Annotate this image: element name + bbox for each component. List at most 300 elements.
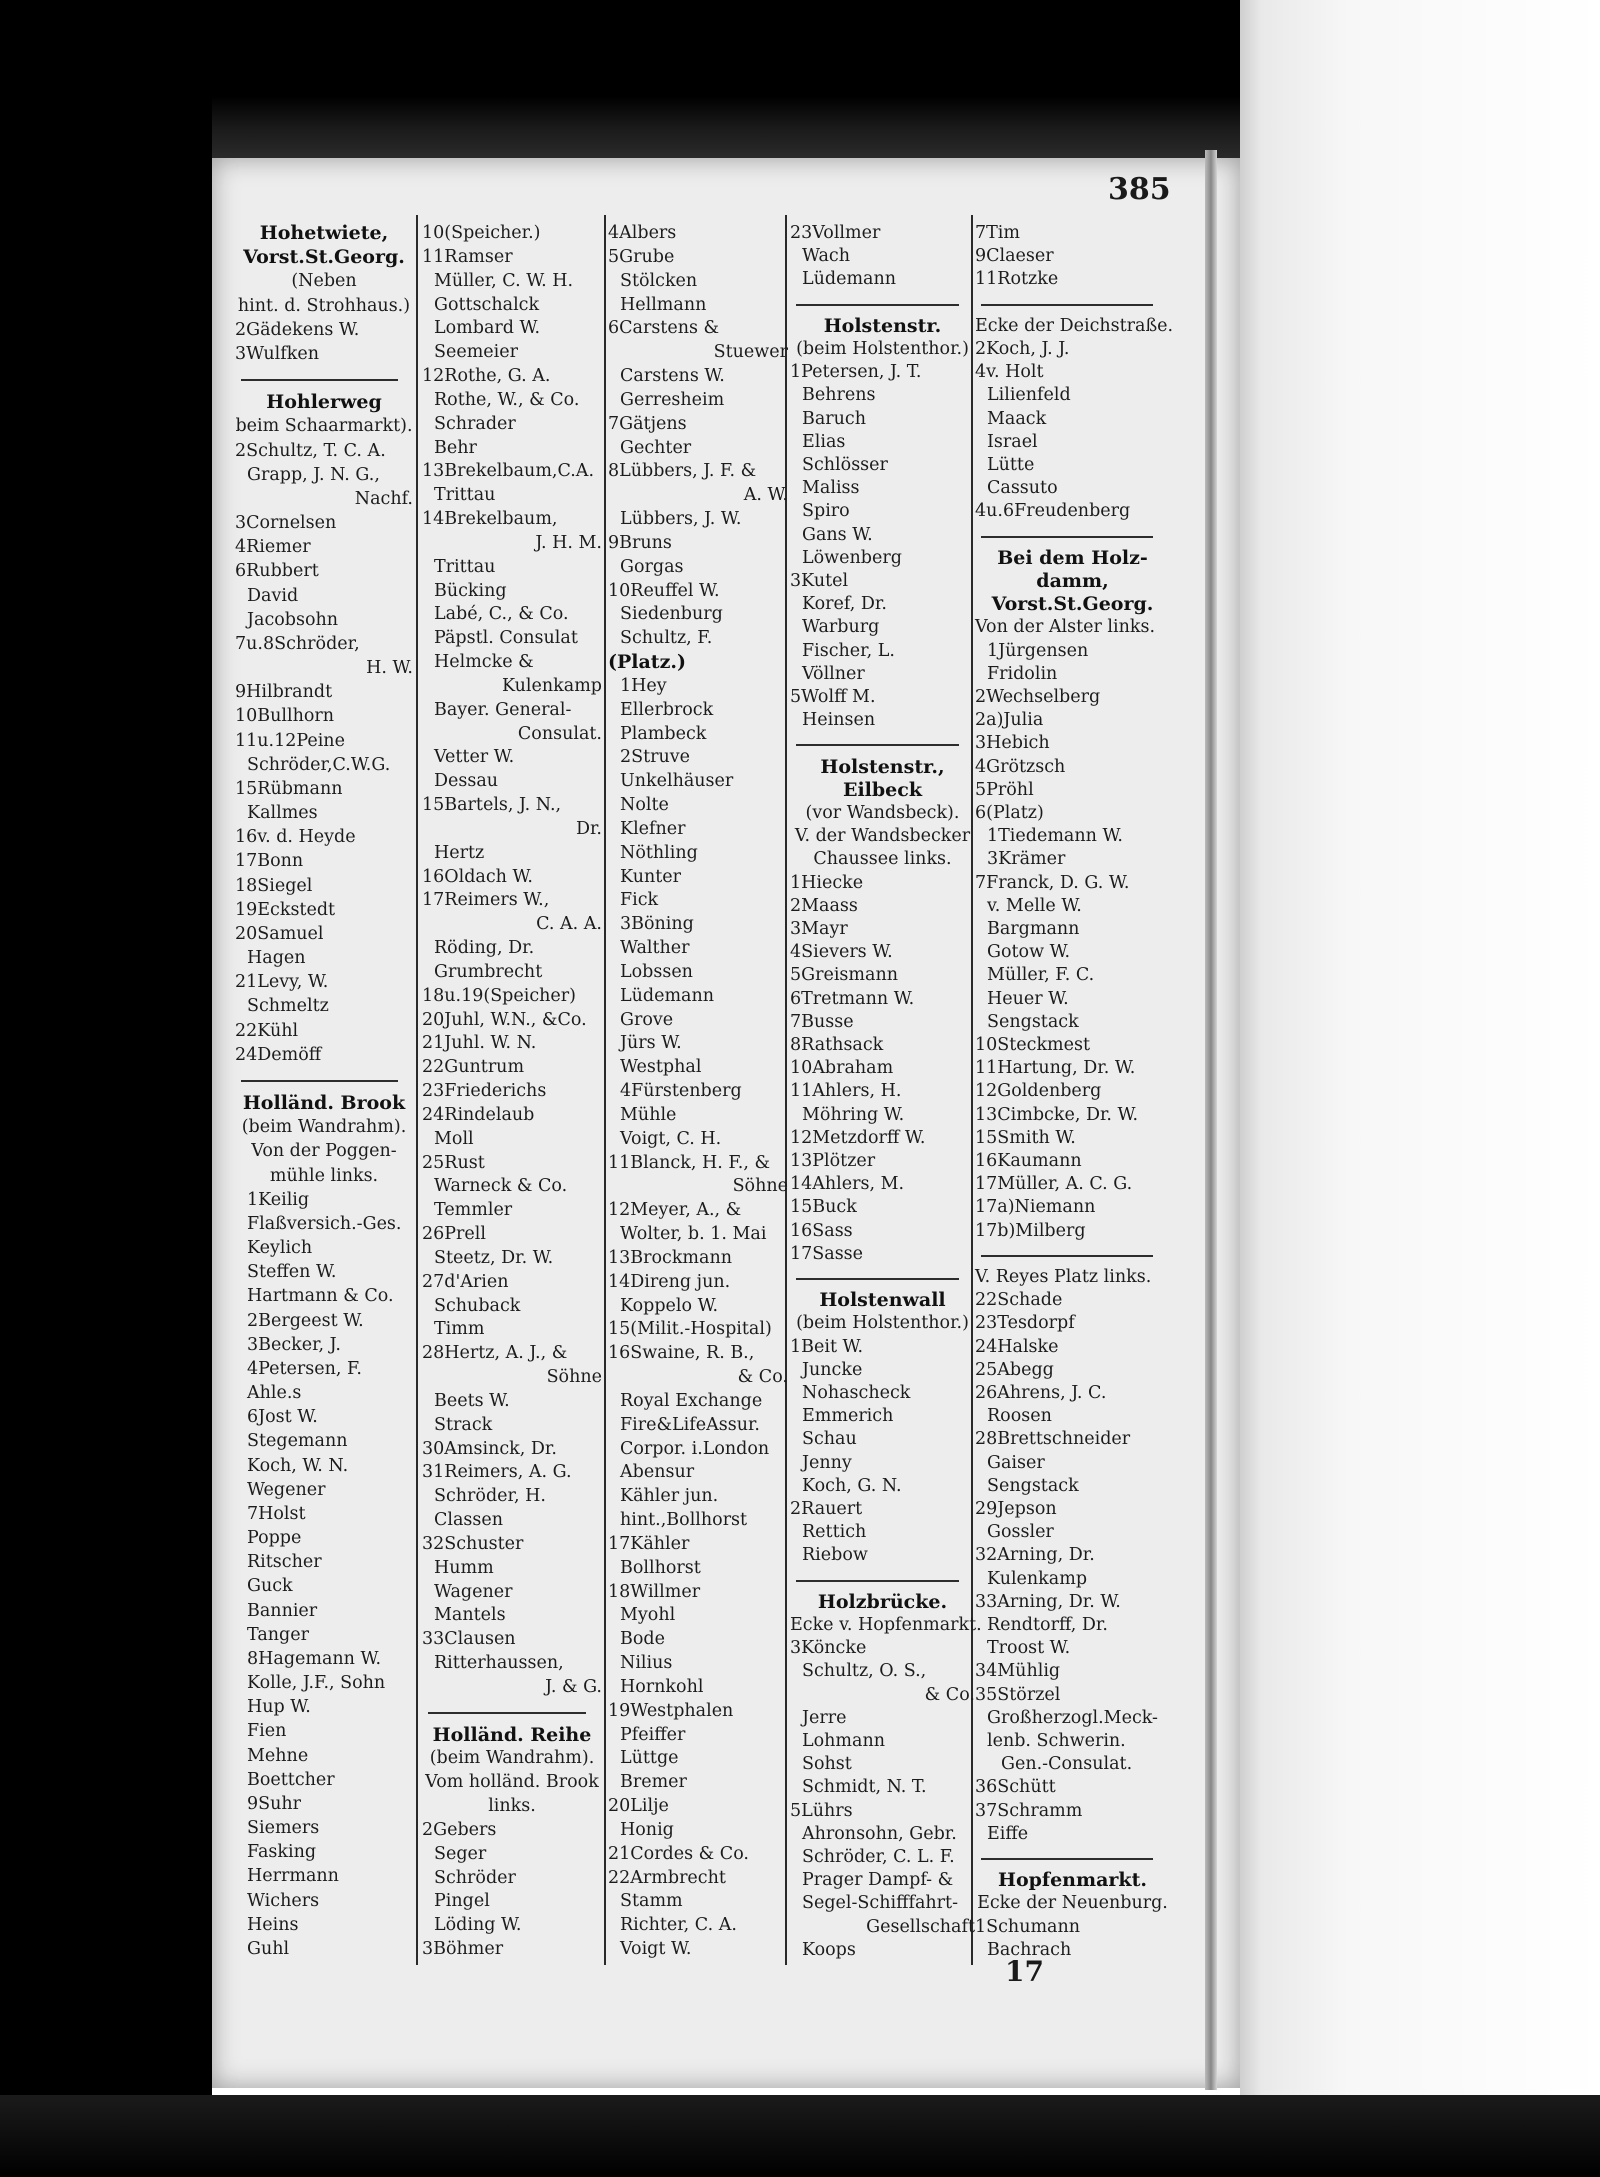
directory-entry: Honig [620,1820,674,1840]
directory-entry: Schau [802,1429,857,1449]
directory-entry: Fridolin [987,664,1058,684]
directory-entry: Israel [987,432,1038,452]
directory-entry: 15Bartels, J. N., [422,795,562,815]
directory-entry: 11Ramser [422,247,513,267]
directory-entry: Bachrach [987,1940,1072,1960]
directory-entry: Ritterhaussen, [434,1653,564,1673]
directory-entry: C. A. A. [536,914,602,934]
directory-entry: Nachf. [354,489,413,509]
directory-entry: Hagen [247,948,306,968]
directory-entry: 29Jepson [975,1499,1057,1519]
directory-entry: 32Schuster [422,1534,524,1554]
directory-entry: Gossler [987,1522,1054,1542]
directory-entry: 22Kühl [235,1021,299,1041]
directory-entry: Gen.-Consulat. [1001,1754,1133,1774]
directory-entry: 11u.12Peine [235,731,345,751]
directory-entry: 9Hilbrandt [235,682,333,702]
directory-entry: 22Guntrum [422,1057,525,1077]
directory-entry: Gans W. [802,525,873,545]
street-heading: Holstenstr., [820,756,945,778]
directory-entry: 36Schütt [975,1777,1056,1797]
column-rule [604,215,606,1965]
directory-entry: Dessau [434,771,499,791]
street-heading: Holländ. Brook [242,1092,406,1114]
directory-entry: Spiro [802,501,850,521]
directory-entry: 7Busse [790,1012,854,1032]
directory-entry: Herrmann [247,1866,339,1886]
directory-entry: Maliss [802,478,860,498]
directory-entry: Gottschalck [434,295,540,315]
directory-entry: & Co. [924,1685,975,1705]
directory-column-2 [422,222,602,1962]
directory-entry: 11Rotzke [975,269,1059,289]
directory-entry: Koref, Dr. [802,594,887,614]
directory-entry: Humm [434,1558,494,1578]
directory-entry: & Co. [737,1367,788,1387]
street-heading: Holstenstr. [823,315,942,337]
directory-entry: (beim Holstenthor.) [796,339,969,359]
directory-entry: Klefner [620,819,686,839]
directory-entry: 20Samuel [235,924,324,944]
directory-entry: 5Pröhl [975,780,1034,800]
directory-entry: 22Schade [975,1290,1063,1310]
directory-entry: Emmerich [802,1406,894,1426]
column-rule [416,215,418,1965]
directory-entry: Poppe [247,1528,302,1548]
directory-entry: Kolle, J.F., Sohn [247,1673,386,1693]
directory-entry: 13Brockmann [608,1248,733,1268]
directory-entry: Heins [247,1915,299,1935]
directory-entry: 2Gädekens W. [235,320,360,340]
directory-entry: Nohascheck [802,1383,911,1403]
directory-entry: Carstens W. [620,366,725,386]
directory-entry: 17Sasse [790,1244,864,1264]
directory-entry: Unkelhäuser [620,771,734,791]
directory-entry: Stegemann [247,1431,348,1451]
directory-entry: 1Beit W. [790,1337,864,1357]
directory-entry: Ahronsohn, Gebr. [802,1824,957,1844]
directory-entry: 1Tiedemann W. [987,826,1123,846]
directory-entry: Nilius [620,1653,673,1673]
directory-entry: Moll [434,1129,474,1149]
directory-entry: 11Blanck, H. F., & [608,1153,771,1173]
street-heading: Holzbrücke. [817,1591,948,1613]
directory-entry: 17Bonn [235,851,304,871]
directory-entry: Heinsen [802,710,876,730]
directory-entry: V. Reyes Platz links. [975,1267,1152,1287]
directory-entry: Vom holländ. Brook [425,1772,599,1792]
directory-column-1 [235,222,413,1962]
directory-entry: Fick [620,890,659,910]
directory-entry: 7Franck, D. G. W. [975,873,1130,893]
directory-entry: 4Grötzsch [975,757,1066,777]
directory-entry: Müller, C. W. H. [434,271,574,291]
directory-entry: Gotow W. [987,942,1071,962]
directory-entry: Lilienfeld [987,385,1071,405]
directory-entry: Stölcken [620,271,698,291]
directory-entry: 2a)Julia [975,710,1044,730]
directory-entry: 2Rauert [790,1499,863,1519]
directory-entry: 33Clausen [422,1629,516,1649]
directory-entry: 23Tesdorpf [975,1313,1075,1333]
directory-entry: Fasking [247,1842,317,1862]
directory-entry: 10Reuffel W. [608,581,720,601]
section-divider [241,1080,398,1082]
directory-entry: 23Friederichs [422,1081,547,1101]
directory-entry: Löding W. [434,1915,522,1935]
directory-entry: 2Gebers [422,1820,497,1840]
directory-entry: Warneck & Co. [434,1176,568,1196]
directory-entry: Bayer. General- [434,700,572,720]
directory-entry: 8Rathsack [790,1035,884,1055]
directory-entry: Strack [434,1415,493,1435]
directory-entry: Fischer, L. [802,641,895,661]
directory-entry: Gechter [620,438,692,458]
directory-entry: Seemeier [434,342,518,362]
directory-entry: 17Müller, A. C. G. [975,1174,1133,1194]
directory-entry: 3Böning [620,914,694,934]
directory-entry: Bargmann [987,919,1080,939]
directory-entry: 3Cornelsen [235,513,337,533]
directory-entry: Lombard W. [434,318,541,338]
directory-entry: beim Schaarmarkt). [235,416,413,436]
directory-entry: Koch, G. N. [802,1476,902,1496]
directory-entry: Boettcher [247,1770,335,1790]
directory-entry: 2Struve [620,747,691,767]
directory-entry: Consulat. [517,724,602,744]
directory-entry: 2Bergeest W. [247,1311,364,1331]
directory-entry: Gerresheim [620,390,725,410]
directory-entry: 5Grube [608,247,675,267]
directory-entry: Gaiser [987,1453,1045,1473]
directory-entry: Ahle.s [247,1383,302,1403]
street-heading: Bei dem Holz- [997,547,1148,569]
directory-entry: Tanger [247,1625,309,1645]
directory-entry: Ecke v. Hopfenmarkt. [790,1615,982,1635]
directory-entry: Schultz, O. S., [802,1661,927,1681]
section-divider [796,1580,959,1582]
directory-entry: Abensur [620,1462,695,1482]
directory-entry: Koppelo W. [620,1296,719,1316]
directory-entry: Päpstl. Consulat [434,628,578,648]
directory-entry: Von der Poggen- [251,1141,397,1161]
directory-entry: Trittau [434,557,496,577]
directory-entry: Chaussee links. [813,849,952,869]
directory-entry: 32Arning, Dr. [975,1545,1095,1565]
directory-column-4 [790,222,982,1962]
directory-entry: 1Hiecke [790,873,864,893]
directory-entry: 5Lührs [790,1801,853,1821]
directory-entry: 15Rübmann [235,779,343,799]
street-heading: Holländ. Reihe [432,1724,592,1746]
directory-entry: Söhne [546,1367,602,1387]
directory-entry: 26Ahrens, J. C. [975,1383,1107,1403]
directory-entry: Fire&LifeAssur. [620,1415,760,1435]
directory-entry: (beim Wandrahm). [241,1117,407,1137]
directory-entry: Lobssen [620,962,693,982]
directory-entry: Cassuto [987,478,1058,498]
directory-entry: 1Schumann [975,1917,1081,1937]
directory-entry: hint. d. Strohhaus.) [237,296,411,316]
directory-entry: 16Swaine, R. B., [608,1343,755,1363]
directory-entry: Baruch [802,409,867,429]
directory-entry: Grove [620,1010,674,1030]
directory-entry: Ritscher [247,1552,322,1572]
directory-entry: 33Arning, Dr. W. [975,1592,1121,1612]
section-divider [796,304,959,306]
page-number: 385 [1108,172,1171,207]
directory-entry: Kunter [620,867,681,887]
directory-entry: J. H. M. [535,533,602,553]
directory-entry: Helmcke & [434,652,534,672]
directory-entry: Kulenkamp [987,1569,1088,1589]
directory-entry: Möhring W. [802,1105,905,1125]
directory-entry: Pfeiffer [620,1725,686,1745]
directory-entry: A. W. [743,485,788,505]
directory-entry: 3Krämer [987,849,1066,869]
directory-entry: 2Wechselberg [975,687,1101,707]
directory-entry: Grapp, J. N. G., [247,465,380,485]
street-heading: Eilbeck [842,779,923,801]
directory-entry: Plambeck [620,724,707,744]
directory-entry: 5Greismann [790,965,898,985]
directory-entry: (vor Wandsbeck). [805,803,960,823]
directory-entry: Nolte [620,795,669,815]
directory-entry: Siedenburg [620,604,723,624]
directory-entry: 27d'Arien [422,1272,509,1292]
directory-entry: 4Sievers W. [790,942,893,962]
directory-entry: Schröder, C. L. F. [802,1847,955,1867]
directory-entry: 1Petersen, J. T. [790,362,922,382]
directory-entry: Röding, Dr. [434,938,535,958]
directory-entry: 12Goldenberg [975,1081,1102,1101]
directory-entry: 1Hey [620,676,667,696]
directory-entry: Hornkohl [620,1677,704,1697]
directory-entry: 15Smith W. [975,1128,1076,1148]
directory-entry: 7Holst [247,1504,306,1524]
directory-entry: Schultz, F. [620,628,713,648]
directory-entry: Voigt, C. H. [620,1129,722,1149]
directory-entry: (beim Holstenthor.) [796,1313,969,1333]
directory-entry: 2Schultz, T. C. A. [235,441,386,461]
street-heading: Holstenwall [819,1289,946,1311]
directory-entry: 2Koch, J. J. [975,339,1070,359]
directory-entry: Keylich [247,1238,313,1258]
directory-entry: 24Demöff [235,1045,322,1065]
directory-entry: Classen [434,1510,504,1530]
directory-entry: Ecke der Neuenburg. [977,1893,1168,1913]
directory-entry: 3Mayr [790,919,848,939]
directory-entry: Hellmann [620,295,707,315]
directory-entry: Müller, F. C. [987,965,1095,985]
directory-entry: Riebow [802,1545,868,1565]
directory-entry: Fien [247,1721,287,1741]
directory-entry: 3Böhmer [422,1939,504,1959]
directory-entry: Bode [620,1629,665,1649]
directory-entry: 17Reimers W., [422,890,550,910]
directory-entry: 12Metzdorff W. [790,1128,926,1148]
street-heading: Hopfenmarkt. [998,1869,1147,1891]
directory-entry: Elias [802,432,846,452]
directory-entry: Söhne [732,1176,788,1196]
directory-entry: Schröder,C.W.G. [247,755,391,775]
directory-entry: Von der Alster links. [975,617,1156,637]
directory-entry: 17a)Niemann [975,1197,1096,1217]
directory-entry: Temmler [434,1200,513,1220]
directory-entry: 6Tretmann W. [790,989,915,1009]
directory-entry: 23Vollmer [790,223,881,243]
directory-entry: 22Armbrecht [608,1868,726,1888]
directory-entry: Großherzogl.Meck- [987,1708,1158,1728]
directory-entry: Sengstack [987,1476,1079,1496]
directory-entry: Wach [802,246,850,266]
directory-entry: 10(Speicher.) [422,223,541,243]
street-heading: (Platz.) [608,651,686,673]
directory-entry: 4Albers [608,223,677,243]
directory-entry: 26Prell [422,1224,486,1244]
directory-entry: Ecke der Deichstraße. [975,316,1174,336]
directory-entry: 25Abegg [975,1360,1054,1380]
directory-column-5 [975,222,1174,1962]
directory-entry: Schuback [434,1296,521,1316]
directory-entry: Koops [802,1940,856,1960]
directory-entry: 17Kähler [608,1534,690,1554]
directory-entry: 13Brekelbaum,C.A. [422,461,595,481]
directory-entry: Koch, W. N. [247,1456,349,1476]
page-fold-edge [1205,150,1217,2090]
directory-entry: 15(Milit.-Hospital) [608,1319,772,1339]
directory-entry: 4Fürstenberg [620,1081,742,1101]
directory-entry: Rettich [802,1522,867,1542]
section-divider [796,1278,959,1280]
section-divider [981,1255,1153,1257]
directory-entry: Jerre [802,1708,847,1728]
directory-entry: 16Oldach W. [422,867,533,887]
directory-entry: Rothe, W., & Co. [434,390,580,410]
directory-entry: Behr [434,438,477,458]
directory-entry: 24Halske [975,1337,1059,1357]
directory-entry: Hertz [434,843,485,863]
directory-entry: 31Reimers, A. G. [422,1462,572,1482]
directory-entry: 30Amsinck, Dr. [422,1439,557,1459]
directory-entry: Lüdemann [802,269,897,289]
directory-entry: 8Lübbers, J. F. & [608,461,757,481]
directory-entry: Lübbers, J. W. [620,509,742,529]
directory-entry: 9Bruns [608,533,672,553]
directory-entry: 16Kaumann [975,1151,1082,1171]
directory-entry: Behrens [802,385,876,405]
scan-background-bottom [0,2095,1600,2177]
directory-entry: Kallmes [247,803,318,823]
directory-entry: hint.,Bollhorst [620,1510,748,1530]
directory-entry: Lohmann [802,1731,885,1751]
directory-entry: 16Sass [790,1221,853,1241]
directory-entry: 24Rindelaub [422,1105,535,1125]
section-divider [981,1858,1153,1860]
directory-entry: 4Petersen, F. [247,1359,362,1379]
directory-entry: Guhl [247,1939,290,1959]
signature-folio: 17 [1005,1955,1044,1988]
directory-entry: 34Mühlig [975,1661,1061,1681]
directory-entry: Schmeltz [247,996,329,1016]
street-heading: Vorst.St.Georg. [991,593,1154,615]
directory-entry: 14Brekelbaum, [422,509,558,529]
directory-entry: 25Rust [422,1153,485,1173]
directory-entry: Schrader [434,414,516,434]
directory-entry: Heuer W. [987,989,1069,1009]
directory-entry: Dr. [575,819,602,839]
directory-entry: Flaßversich.-Ges. [247,1214,402,1234]
directory-entry: 3Hebich [975,733,1050,753]
directory-entry: 10Steckmest [975,1035,1091,1055]
directory-entry: 7Gätjens [608,414,687,434]
directory-entry: Jürs W. [620,1033,682,1053]
directory-entry: Gorgas [620,557,684,577]
directory-entry: (beim Wandrahm). [429,1748,595,1768]
directory-entry: Kulenkamp [501,676,602,696]
directory-entry: Hup W. [247,1697,311,1717]
directory-entry: 5Wolff M. [790,687,876,707]
scan-background-right [1240,0,1600,2177]
directory-entry: Mantels [434,1605,506,1625]
directory-entry: Stamm [620,1891,683,1911]
directory-entry: Ellerbrock [620,700,714,720]
directory-entry: 10Abraham [790,1058,894,1078]
directory-entry: 21Levy, W. [235,972,329,992]
directory-entry: Voigt W. [620,1939,692,1959]
directory-entry: 18Willmer [608,1582,701,1602]
directory-entry: Guck [247,1576,293,1596]
directory-entry: V. der Wandsbecker [794,826,971,846]
directory-entry: Jacobsohn [247,610,339,630]
directory-entry: 1Keilig [247,1190,310,1210]
directory-entry: Sengstack [987,1012,1079,1032]
directory-entry: Schröder, H. [434,1486,546,1506]
directory-entry: Vetter W. [434,747,515,767]
directory-entry: 28Brettschneider [975,1429,1131,1449]
directory-entry: Lüdemann [620,986,715,1006]
directory-entry: Wolter, b. 1. Mai [620,1224,767,1244]
directory-entry: Troost W. [987,1638,1071,1658]
directory-entry: 6Carstens & [608,318,720,338]
directory-entry: Schlösser [802,455,888,475]
directory-entry: links. [488,1796,536,1816]
directory-entry: Mühle [620,1105,677,1125]
directory-entry: 6Jost W. [247,1407,318,1427]
directory-entry: Bollhorst [620,1558,701,1578]
directory-entry: 3Becker, J. [247,1335,341,1355]
directory-entry: 3Wulfken [235,344,319,364]
directory-entry: Pingel [434,1891,490,1911]
directory-entry: lenb. Schwerin. [987,1731,1126,1751]
directory-column-3 [608,222,788,1962]
directory-entry: Jenny [802,1453,852,1473]
directory-entry: 12Rothe, G. A. [422,366,551,386]
street-heading: damm, [1036,570,1109,592]
directory-entry: 4Riemer [235,537,311,557]
street-heading: Hohlerweg [266,391,382,413]
directory-entry: 11Hartung, Dr. W. [975,1058,1136,1078]
directory-entry: Wichers [247,1891,320,1911]
directory-entry: 16v. d. Heyde [235,827,356,847]
directory-entry: 9Suhr [247,1794,302,1814]
directory-entry: Richter, C. A. [620,1915,737,1935]
directory-entry: 17b)Milberg [975,1221,1086,1241]
directory-entry: Hartmann & Co. [247,1286,394,1306]
directory-entry: 12Meyer, A., & [608,1200,742,1220]
directory-entry: (Neben [291,271,357,291]
directory-entry: Eiffe [987,1824,1029,1844]
